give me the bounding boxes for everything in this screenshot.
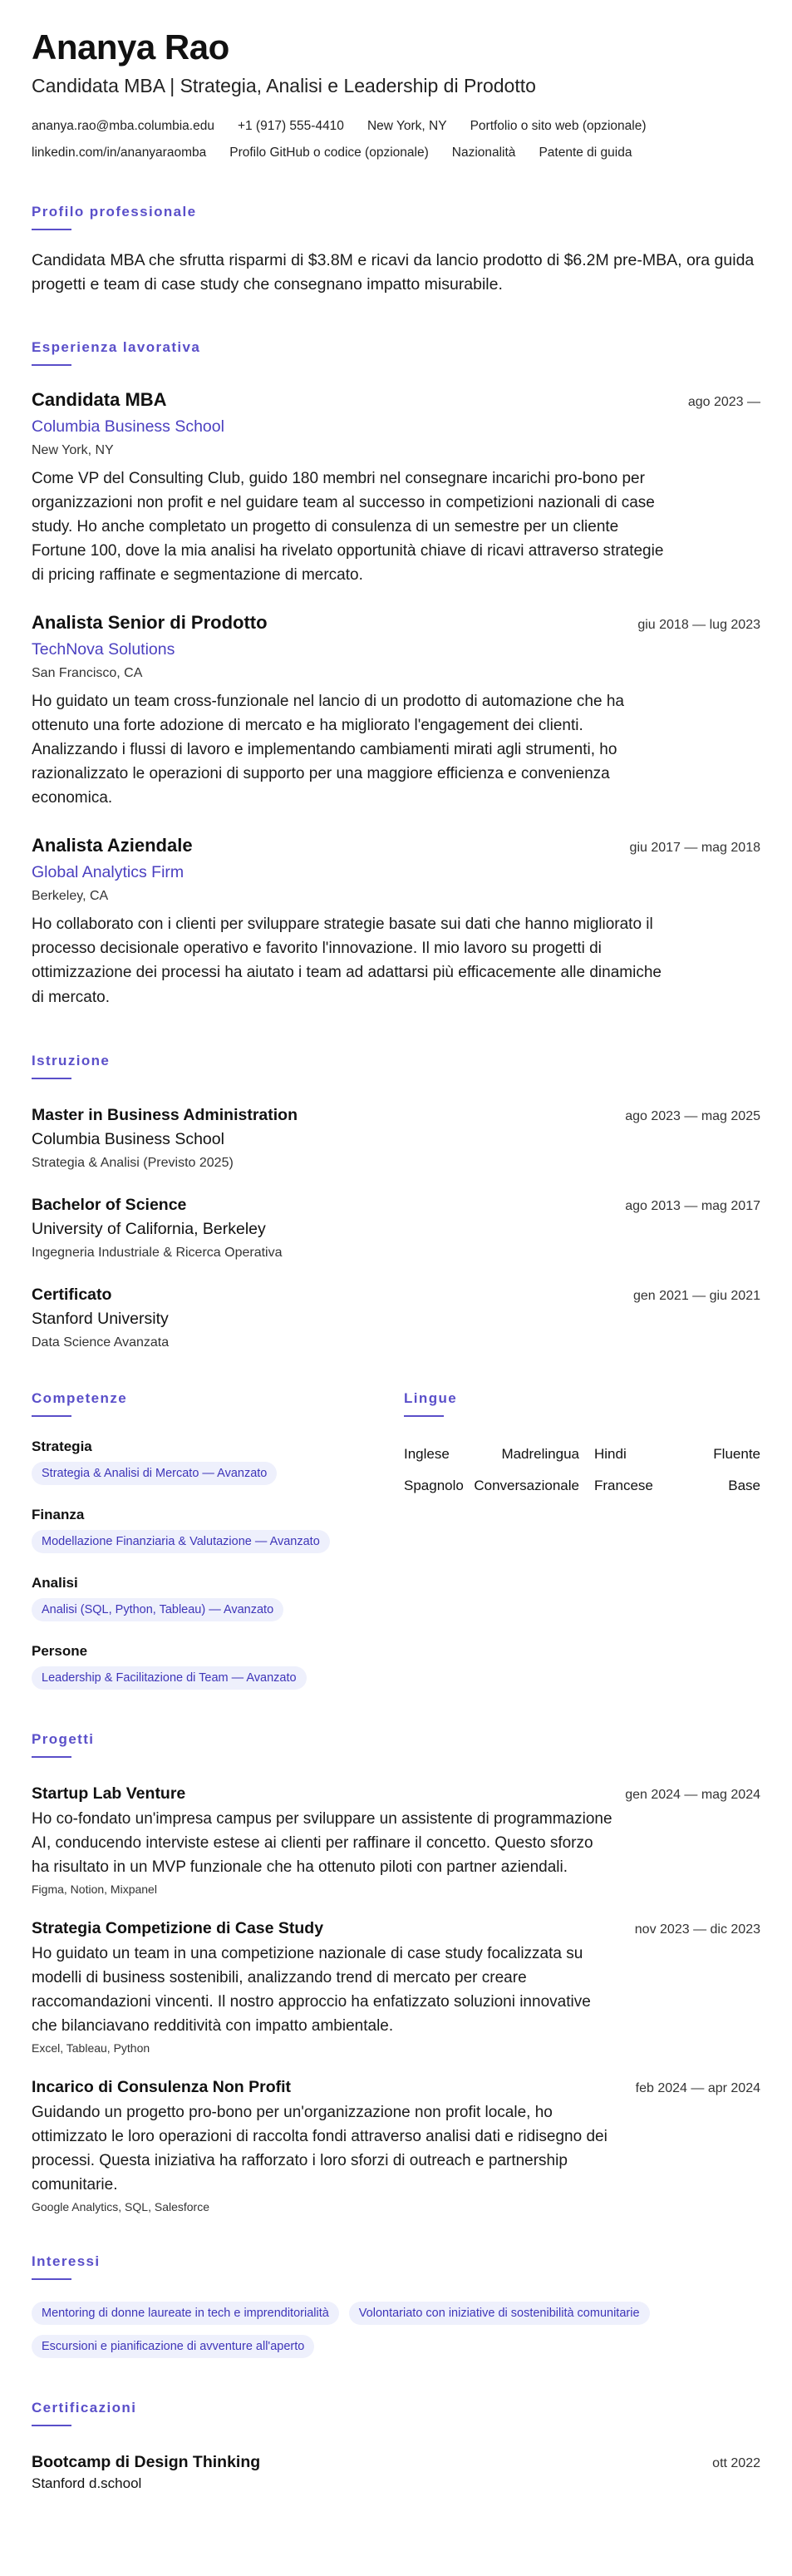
education-field: Data Science Avanzata	[32, 1335, 170, 1350]
section-title: Progetti	[32, 1730, 95, 1747]
section-divider	[32, 2278, 71, 2280]
skills-languages-row	[32, 1390, 760, 1690]
project-description: Ho guidato un team in una competizione nazionale di case study focalizzata su modelli di business sostenibili, analizzando trend di mercato per creare raccomandazioni vincenti. Il nostro approccio ha enfatizzato soluzioni innovative che bilanciavano redditività con impatto ambientale.	[32, 1944, 591, 2035]
certification-item	[32, 2453, 760, 2492]
job-description: Ho collaborato con i clienti per sviluppare strategie basate sui dati che hanno migliorato il processo decisionale operativo e favorito l'innovazione. Il mio lavoro su progetti di ottimizzazione dei processi ha aiutato i team ad adattarsi più efficacemente alle dinamiche di mercato.	[32, 915, 662, 1006]
project-tools: Figma, Notion, Mixpanel	[32, 1882, 157, 1896]
projects-section	[32, 1731, 760, 2214]
contact-driving-license: Patente di guida	[539, 146, 632, 160]
language-level: Base	[728, 1477, 760, 1493]
project-name: Startup Lab Venture	[32, 1784, 186, 1803]
language-row	[404, 1439, 760, 1470]
skill-category: Strategia	[32, 1438, 92, 1454]
experience-item	[32, 389, 760, 587]
project-tools: Google Analytics, SQL, Salesforce	[32, 2200, 209, 2214]
interest-tag: Volontariato con iniziative di sostenibilità comunitarie	[349, 2302, 650, 2325]
skills-section	[32, 1390, 404, 1690]
language-name: Spagnolo	[404, 1477, 464, 1493]
contact-info	[32, 119, 760, 134]
education-degree: Bachelor of Science	[32, 1195, 187, 1214]
education-school: Stanford University	[32, 1309, 169, 1328]
section-title: Profilo professionale	[32, 204, 197, 220]
contact-location: New York, NY	[366, 119, 447, 134]
project-name: Strategia Competizione di Case Study	[32, 1918, 324, 1937]
skill-tag: Modellazione Finanziaria & Valutazione — Avanzato	[32, 1530, 330, 1553]
skill-group	[32, 1507, 404, 1553]
section-title: Esperienza lavorativa	[32, 338, 201, 355]
skill-tag: Leadership & Facilitazione di Team — Avanzato	[32, 1666, 307, 1690]
education-item	[32, 1106, 760, 1171]
project-description: Guidando un progetto pro-bono per un'organizzazione non profit locale, ho ottimizzato le loro operazioni di raccolta fondi attraverso analisi dati e ridisegno dei processi. Questa iniziativa ha rafforzato i loro sforzi di outreach e partnership comunitarie.	[32, 2104, 608, 2194]
language-name: Inglese	[404, 1445, 450, 1462]
section-divider	[32, 2425, 71, 2426]
job-description: Come VP del Consulting Club, guido 180 membri nel consegnare incarichi pro-bono per organizzazioni non profit e nel guidare team al successo in competizioni nazionali di case study. Ho anche completato un progetto di consulenza di un semestre per un cliente Fortune 100, dove la mia analisi ha rivelato opportunità chiave di ricavi attraverso strategie di pricing raffinate e segmentazione di mercato.	[32, 469, 664, 584]
skill-category: Analisi	[32, 1574, 78, 1591]
language-level: Fluente	[713, 1445, 760, 1462]
education-section	[32, 1053, 760, 1350]
experience-item	[32, 835, 760, 1009]
language-entry	[594, 1446, 760, 1463]
education-dates: ago 2023 — mag 2025	[625, 1108, 760, 1123]
certifications-section	[32, 2400, 760, 2492]
job-location: New York, NY	[32, 442, 114, 457]
education-item	[32, 1286, 760, 1350]
project-item	[32, 2078, 760, 2213]
skill-category: Finanza	[32, 1506, 85, 1522]
section-title: Certificazioni	[32, 2400, 137, 2416]
contact-nationality: Nazionalità	[451, 146, 516, 160]
skill-category: Persone	[32, 1642, 88, 1659]
job-title: Candidata MBA	[32, 388, 167, 410]
contact-info-secondary	[32, 146, 760, 160]
resume-header	[32, 28, 760, 160]
languages-section	[404, 1390, 760, 1690]
skill-group	[32, 1575, 404, 1621]
project-dates: gen 2024 — mag 2024	[625, 1787, 760, 1802]
section-title: Interessi	[32, 2253, 101, 2270]
contact-email[interactable]: ananya.rao@mba.columbia.edu	[32, 119, 214, 134]
section-divider	[32, 1756, 71, 1758]
certification-name: Bootcamp di Design Thinking	[32, 2453, 261, 2472]
education-degree: Certificato	[32, 1285, 112, 1304]
language-list	[404, 1439, 760, 1502]
language-level: Madrelingua	[501, 1445, 579, 1462]
education-degree: Master in Business Administration	[32, 1105, 298, 1124]
skill-tag: Strategia & Analisi di Mercato — Avanzato	[32, 1462, 277, 1485]
section-title: Lingue	[404, 1389, 458, 1406]
candidate-name: Ananya Rao	[32, 27, 229, 67]
education-school: Columbia Business School	[32, 1129, 224, 1148]
project-name: Incarico di Consulenza Non Profit	[32, 2078, 292, 2096]
language-entry	[404, 1478, 579, 1494]
education-school: University of California, Berkeley	[32, 1219, 266, 1238]
education-dates: ago 2013 — mag 2017	[625, 1198, 760, 1213]
candidate-headline: Candidata MBA | Strategia, Analisi e Leadership di Prodotto	[32, 75, 536, 97]
project-dates: feb 2024 — apr 2024	[635, 2081, 760, 2095]
job-company: Global Analytics Firm	[32, 863, 184, 882]
section-divider	[404, 1415, 444, 1417]
interests-section	[32, 2253, 760, 2358]
job-location: Berkeley, CA	[32, 889, 109, 904]
job-company: Columbia Business School	[32, 417, 224, 436]
contact-linkedin[interactable]: linkedin.com/in/ananyaraomba	[32, 146, 207, 160]
skill-tag: Analisi (SQL, Python, Tableau) — Avanzato	[32, 1598, 283, 1621]
job-location: San Francisco, CA	[32, 666, 143, 680]
project-description: Ho co-fondato un'impresa campus per sviluppare un assistente di programmazione AI, conducendo interviste estese ai clienti per raffinare il concetto. Questo sforzo ha risultato in un MVP funzionale che ha ottenuto piloti con partner aziendali.	[32, 1809, 612, 1876]
language-name: Hindi	[594, 1445, 627, 1462]
language-level: Conversazionale	[474, 1477, 579, 1493]
language-name: Francese	[594, 1477, 653, 1493]
job-title: Analista Senior di Prodotto	[32, 612, 268, 633]
language-row	[404, 1470, 760, 1502]
certification-issuer: Stanford d.school	[32, 2475, 142, 2492]
section-divider	[32, 1078, 71, 1079]
section-divider	[32, 229, 71, 230]
interest-tags	[32, 2302, 763, 2358]
language-entry	[594, 1478, 760, 1494]
section-divider	[32, 1415, 71, 1417]
project-tools: Excel, Tableau, Python	[32, 2041, 150, 2055]
skill-group	[32, 1643, 404, 1690]
job-description: Ho guidato un team cross-funzionale nel lancio di un prodotto di automazione che ha ottenuto una forte adozione di mercato e ha migliorato l'engagement dei clienti. Analizzando i flussi di lavoro e implementando cambiamenti mirati agli strumenti, ho razionalizzato le operazioni di supporto per una maggiore efficienza e convenienza economica.	[32, 693, 624, 807]
skill-group	[32, 1439, 404, 1485]
section-title: Istruzione	[32, 1052, 111, 1068]
certification-date: ott 2022	[712, 2456, 760, 2471]
job-dates: ago 2023 —	[687, 394, 760, 409]
job-title: Analista Aziendale	[32, 835, 193, 856]
section-divider	[32, 364, 71, 366]
contact-portfolio[interactable]: Portfolio o sito web (opzionale)	[470, 119, 647, 134]
experience-item	[32, 612, 760, 810]
project-dates: nov 2023 — dic 2023	[634, 1922, 760, 1937]
education-dates: gen 2021 — giu 2021	[632, 1288, 760, 1303]
job-dates: giu 2018 — lug 2023	[637, 618, 760, 632]
experience-section	[32, 339, 760, 1009]
education-item	[32, 1196, 760, 1261]
contact-phone[interactable]: +1 (917) 555-4410	[237, 119, 344, 134]
profile-summary: Candidata MBA che sfrutta risparmi di $3.8M e ricavi da lancio prodotto di $6.2M pre-MBA, ora guida progetti e team di case study che consegnano impatto misurabile.	[32, 251, 755, 294]
interest-tag: Mentoring di donne laureate in tech e imprenditorialità	[32, 2302, 339, 2325]
job-dates: giu 2017 — mag 2018	[629, 841, 760, 856]
project-item	[32, 1784, 760, 1896]
job-company: TechNova Solutions	[32, 640, 175, 659]
section-title: Competenze	[32, 1389, 128, 1406]
education-field: Ingegneria Industriale & Ricerca Operativa	[32, 1245, 283, 1260]
profile-section	[32, 204, 760, 298]
contact-github[interactable]: Profilo GitHub o codice (opzionale)	[229, 146, 429, 160]
education-field: Strategia & Analisi (Previsto 2025)	[32, 1155, 234, 1170]
project-item	[32, 1919, 760, 2055]
language-entry	[404, 1446, 579, 1463]
interest-tag: Escursioni e pianificazione di avventure all'aperto	[32, 2335, 314, 2358]
